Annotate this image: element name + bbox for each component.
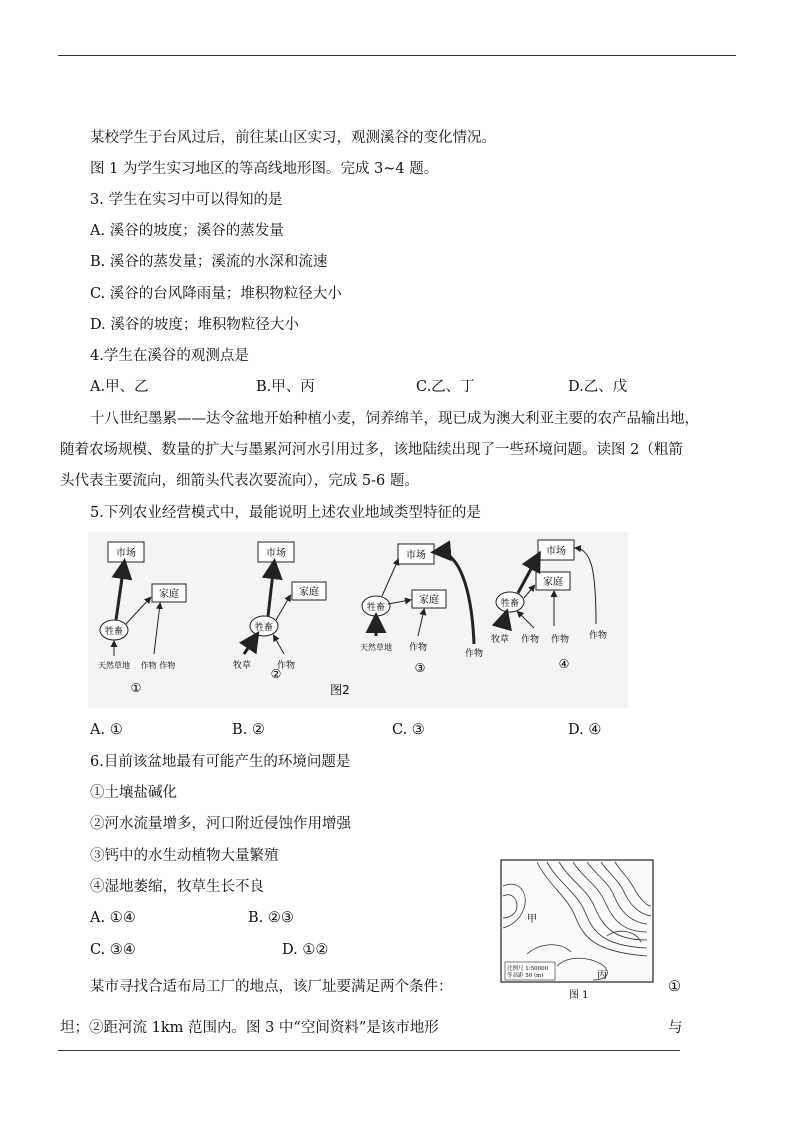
input-label: 作物 [550,635,570,645]
input-label: 作物 [520,635,540,645]
input-label: 天然草地 [360,643,392,652]
passage3-line-1: 某市寻找合适布局工厂的地点，该厂址要满足两个条件： [90,979,453,995]
panel-number: ④ [558,657,570,671]
input-label: 作物 作物 [140,661,176,670]
map-label-bing: 丙 [597,970,607,981]
family-label: 家庭 [419,595,439,606]
input-label: 作物 [276,661,296,671]
figure-1-caption: 图 1 [569,990,589,1001]
input-label: 牧草 [490,635,510,645]
input-label: 牧草 [232,661,252,671]
q4-option-b[interactable]: B.甲、丙 [256,379,315,395]
passage2-line-1: 十八世纪墨累——达令盆地开始种植小麦，饲养绵羊，现已成为澳大利亚主要的农产品输出地， [90,411,699,427]
input-label: 天然草地 [98,661,130,670]
q5-option-a[interactable]: A. ① [90,722,123,738]
passage3-line-2: 坦；②距河流 1km 范围内。图 3 中“空间资料”是该市地形 [60,1020,439,1036]
q5-stem: 5.下列农业经营模式中，最能说明上述农业地域类型特征的是 [90,505,481,521]
q4-option-c[interactable]: C.乙、丁 [416,379,475,395]
market-label: 市场 [266,548,286,559]
livestock-label: 牲畜 [500,599,520,609]
panel-number: ③ [414,661,426,675]
input-label: 作物 [408,643,428,653]
top-rule [58,55,736,56]
q4-stem: 4.学生在溪谷的观测点是 [90,348,249,364]
q6-option-c[interactable]: C. ③④ [90,942,136,958]
q6-option-b[interactable]: B. ②③ [248,910,294,926]
q6-item-3: ③钙中的水生动植物大量繁殖 [90,848,279,864]
q3-stem: 3. 学生在实习中可以得知的是 [90,192,283,208]
map-interval: 等高距 50 (m) [507,973,544,979]
panel-number: ② [270,667,282,681]
family-label: 家庭 [159,589,179,600]
bottom-rule [58,1050,680,1051]
passage2-line-3: 头代表主要流向，细箭头代表次要流向），完成 5-6 题。 [60,473,419,489]
q3-option-c[interactable]: C. 溪谷的台风降雨量；堆积物粒径大小 [90,286,342,302]
q5-option-b[interactable]: B. ② [232,722,265,738]
q3-option-b[interactable]: B. 溪谷的蒸发量；溪流的水深和流速 [90,254,328,270]
q6-option-d[interactable]: D. ①② [282,942,329,958]
livestock-label: 牲畜 [254,623,274,633]
map-scale: 比例尺 1:50000 [507,966,549,972]
family-label: 家庭 [543,577,563,588]
q4-option-a[interactable]: A.甲、乙 [90,379,149,395]
figure-2 [88,532,628,708]
map-label-jia: 甲 [527,914,537,925]
market-label: 市场 [546,546,566,557]
livestock-label: 牲畜 [104,627,124,637]
q6-stem: 6.目前该盆地最有可能产生的环境问题是 [90,754,351,770]
family-label: 家庭 [299,587,319,598]
q3-option-d[interactable]: D. 溪谷的坡度；堆积物粒径大小 [90,317,299,333]
q5-option-d[interactable]: D. ④ [568,722,602,738]
q3-option-a[interactable]: A. 溪谷的坡度；溪谷的蒸发量 [90,223,284,239]
q6-item-1: ①土壤盐碱化 [90,785,177,801]
input-label: 作物 [464,649,484,659]
passage3-line-1-end: ① [668,979,681,995]
intro-line-2: 图 1 为学生实习地区的等高线地形图。完成 3~4 题。 [90,161,439,177]
figure-1-contour-map [497,856,657,1004]
q5-option-c[interactable]: C. ③ [392,722,425,738]
market-label: 市场 [406,550,426,561]
q4-option-d[interactable]: D.乙、戊 [568,379,628,395]
livestock-label: 牲畜 [366,603,386,613]
q6-item-4: ④湿地萎缩，牧草生长不良 [90,879,264,895]
panel-number: ① [130,681,142,695]
intro-line-1: 某校学生于台风过后，前往某山区实习，观测溪谷的变化情况。 [90,130,496,146]
figure-2-caption: 图2 [330,683,350,697]
q6-option-a[interactable]: A. ①④ [90,910,136,926]
market-label: 市场 [116,548,136,559]
input-label: 作物 [588,631,608,641]
passage2-line-2: 随着农场规模、数量的扩大与墨累河河水引用过多，该地陆续出现了一些环境问题。读图 2（粗箭 [60,442,683,458]
passage3-line-2-end: 与 [668,1020,683,1036]
q6-item-2: ②河水流量增多，河口附近侵蚀作用增强 [90,816,351,832]
